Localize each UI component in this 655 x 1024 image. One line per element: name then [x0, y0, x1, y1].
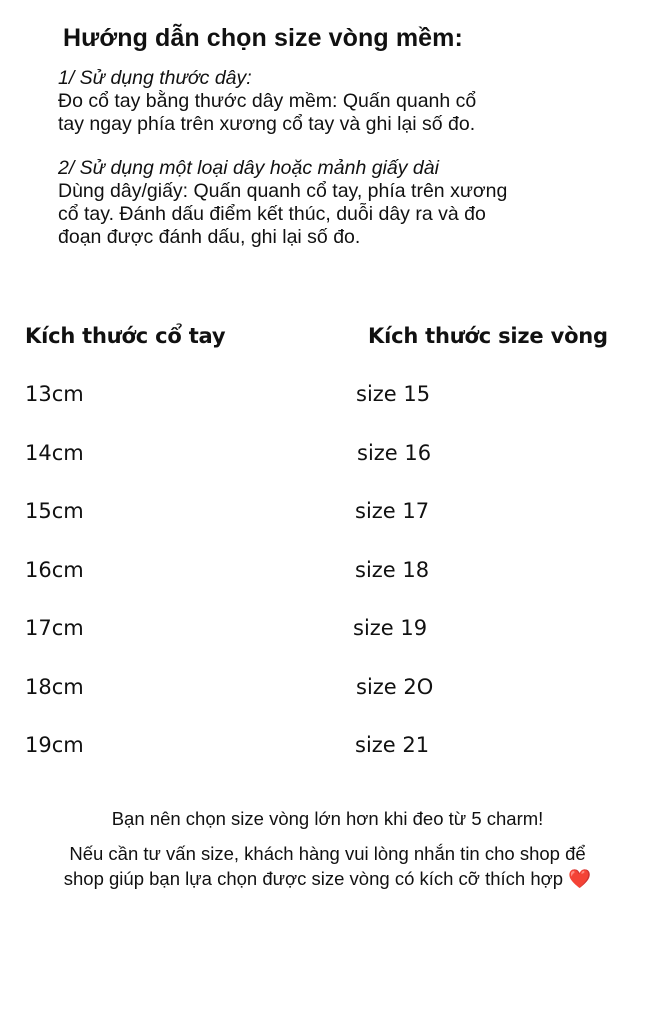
method-2-heading: 2/ Sử dụng một loại dây hoặc mảnh giấy dài	[58, 157, 439, 179]
bracelet-size-column-header: Kích thước size vòng	[368, 324, 608, 348]
bracelet-size-cell: size 15	[356, 382, 431, 406]
bracelet-size-cell: size 21	[355, 733, 430, 757]
wrist-size-cell: 15cm	[25, 499, 84, 523]
page-title: Hướng dẫn chọn size vòng mềm:	[63, 24, 463, 52]
bracelet-size-cell: size 18	[355, 558, 430, 582]
bracelet-size-cell: size 2O	[356, 675, 434, 699]
method-1-line: tay ngay phía trên xương cổ tay và ghi lại số đo.	[58, 113, 476, 135]
contact-line-2	[0, 866, 655, 891]
wrist-size-cell: 13cm	[25, 382, 84, 406]
wrist-size-cell: 17cm	[25, 616, 84, 640]
charm-size-note: Bạn nên chọn size vòng lớn hơn khi đeo từ 5 charm!	[111, 808, 544, 829]
method-2-line: đoạn được đánh dấu, ghi lại số đo.	[58, 226, 361, 248]
method-2-line: Dùng dây/giấy: Quấn quanh cổ tay, phía trên xương	[58, 180, 508, 202]
bracelet-size-cell: size 17	[355, 499, 430, 523]
bracelet-size-cell: size 19	[353, 616, 428, 640]
method-1-heading: 1/ Sử dụng thước dây:	[58, 67, 252, 89]
wrist-size-cell: 18cm	[25, 675, 84, 699]
method-2-line: cổ tay. Đánh dấu điểm kết thúc, duỗi dây ra và đo	[58, 203, 486, 225]
bracelet-size-cell: size 16	[357, 441, 432, 465]
heart-icon: ❤️	[568, 868, 592, 889]
wrist-size-cell: 16cm	[25, 558, 84, 582]
method-1-section	[58, 67, 476, 136]
contact-note	[0, 841, 655, 891]
method-1-line: Đo cổ tay bằng thước dây mềm: Quấn quanh cổ	[58, 90, 477, 112]
method-2-section	[58, 157, 507, 249]
contact-line: Nếu cần tư vấn size, khách hàng vui lòng nhắn tin cho shop để	[69, 843, 586, 864]
wrist-size-cell: 14cm	[25, 441, 84, 465]
wrist-size-column-header: Kích thước cổ tay	[25, 324, 226, 348]
wrist-size-cell: 19cm	[25, 733, 84, 757]
contact-line-text: shop giúp bạn lựa chọn được size vòng có kích cỡ thích hợp	[63, 868, 564, 889]
